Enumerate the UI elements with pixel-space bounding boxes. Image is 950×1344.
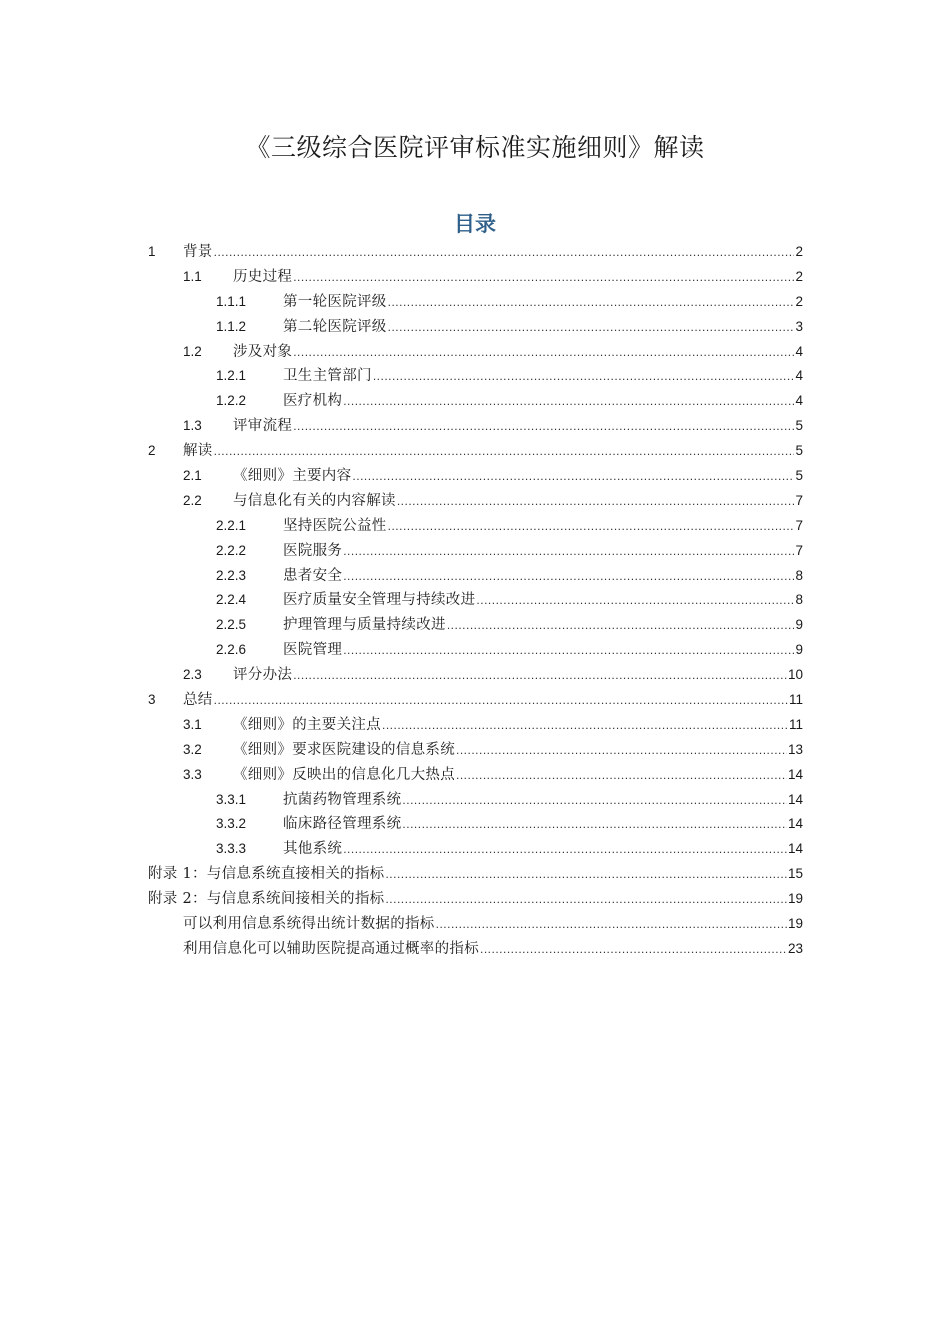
toc-entry-number: 2.2.5 [216,617,247,633]
toc-entry[interactable] [148,564,803,589]
toc-entry-label: 医疗机构 [283,393,343,410]
toc-entry-number: 3.3 [183,766,202,782]
toc-entry-number: 3.3.1 [216,791,247,807]
document-title: 《三级综合医院评审标准实施细则》解读 [245,133,705,162]
toc-dot-leader [352,464,794,489]
toc-entry-page-number: 4 [795,368,803,384]
toc-entry-page-number: 15 [787,866,803,882]
toc-entry-number: 1.3 [183,418,202,434]
toc-entry-number: 2.2 [183,492,202,508]
toc-entry-label: 临床路径管理系统 [283,816,402,833]
toc-entry[interactable] [148,613,803,638]
toc-entry[interactable] [148,489,803,514]
toc-entry-page-number: 7 [795,492,803,508]
toc-dot-leader [293,663,787,688]
toc-entry-number: 3.3.2 [216,816,247,832]
toc-entry[interactable] [148,788,803,813]
toc-entry-number: 2 [148,443,156,459]
toc-entry-number: 3.3.3 [216,841,247,857]
toc-entry[interactable] [148,812,803,837]
toc-entry[interactable] [148,340,803,365]
toc-entry-label: 《细则》主要内容 [233,468,352,485]
toc-entry-label: 《细则》反映出的信息化几大热点 [233,766,455,783]
toc-entry-page-number: 14 [787,766,803,782]
toc-entry-page-number: 11 [788,716,803,732]
toc-dot-leader [397,489,795,514]
toc-dot-leader [293,265,794,290]
toc-dot-leader [388,290,795,315]
toc-entry[interactable] [148,389,803,414]
toc-dot-leader [385,887,787,912]
toc-entry-number: 1.2 [183,343,202,359]
toc-entry-label: 第二轮医院评级 [283,318,387,335]
toc-entry-number: 2.2.4 [216,592,247,608]
toc-entry-label: 评分办法 [233,667,293,684]
toc-entry-number: 3 [148,692,156,708]
toc-entry-number: 2.2.3 [216,567,247,583]
toc-entry-page-number: 2 [795,293,803,309]
toc-entry-page-number: 2 [795,244,803,259]
toc-entry[interactable] [148,738,803,763]
toc-entry[interactable] [148,315,803,340]
toc-entry-page-number: 2 [795,268,803,284]
toc-entry-number: 2.1 [183,468,202,484]
toc-entry[interactable] [148,713,803,738]
toc-entry-page-number: 5 [795,468,803,484]
toc-entry[interactable] [148,464,803,489]
toc-entry[interactable] [148,937,803,962]
toc-dot-leader [382,713,788,738]
toc-dot-leader [402,812,787,837]
toc-entry-label: 坚持医院公益性 [283,517,387,534]
toc-entry-page-number: 13 [787,741,803,757]
toc-entry[interactable] [148,364,803,389]
toc-dot-leader [214,688,788,713]
toc-entry-page-number: 14 [787,841,803,857]
toc-entry-number: 1.2.2 [216,393,247,409]
toc-entry[interactable] [148,688,803,713]
toc-dot-leader [456,738,787,763]
toc-entry-page-number: 11 [788,692,803,708]
toc-dot-leader [214,240,795,265]
toc-entry-number: 2.2.2 [216,542,247,558]
toc-entry[interactable] [148,240,803,265]
toc-entry-label: 可以利用信息系统得出统计数据的指标 [183,916,435,933]
toc-dot-leader [293,414,794,439]
toc-entry-page-number: 5 [795,418,803,434]
toc-dot-leader [343,539,794,564]
toc-entry-page-number: 7 [795,542,803,558]
toc-entry-page-number: 8 [795,567,803,583]
toc-entry-label: 涉及对象 [233,343,293,360]
toc-dot-leader [343,638,794,663]
toc-entry-number: 3.1 [183,716,202,732]
toc-entry-label: 附录 2：与信息系统间接相关的指标 [148,891,385,908]
toc-entry-label: 利用信息化可以辅助医院提高通过概率的指标 [183,940,479,957]
toc-heading: 目录 [454,211,496,236]
toc-entry-page-number: 9 [795,617,803,633]
toc-dot-leader [293,340,794,365]
toc-dot-leader [476,588,794,613]
toc-entry-label: 解读 [183,443,213,460]
toc-entry[interactable] [148,414,803,439]
toc-dot-leader [343,837,787,862]
toc-entry-page-number: 19 [787,916,803,932]
toc-entry-page-number: 4 [795,393,803,409]
toc-entry-label: 总结 [183,692,213,709]
toc-dot-leader [436,912,787,937]
toc-entry-page-number: 19 [787,891,803,907]
toc-dot-leader [343,389,794,414]
toc-entry-label: 护理管理与质量持续改进 [283,617,446,634]
toc-entry-number: 3.2 [183,741,202,757]
toc-entry[interactable] [148,290,803,315]
toc-entry-label: 评审流程 [233,418,293,435]
toc-entry-page-number: 3 [795,318,803,334]
toc-dot-leader [402,788,787,813]
toc-entry[interactable] [148,514,803,539]
toc-entry-label: 医院管理 [283,642,343,659]
toc-entry-page-number: 9 [795,642,803,658]
toc-entry[interactable] [148,265,803,290]
toc-entry-number: 1.1.1 [216,293,247,309]
toc-entry-label: 历史过程 [233,268,293,285]
toc-entry-label: 第一轮医院评级 [283,293,387,310]
toc-entry-number: 2.3 [183,667,202,683]
toc-entry-number: 1 [148,244,156,259]
toc-entry[interactable] [148,539,803,564]
toc-entry[interactable] [148,912,803,937]
toc-entry-label: 医疗质量安全管理与持续改进 [283,592,476,609]
toc-entry[interactable] [148,862,803,887]
toc-entry[interactable] [148,439,803,464]
toc-entry-label: 与信息化有关的内容解读 [233,492,396,509]
toc-entry[interactable] [148,837,803,862]
toc-entry-label: 背景 [183,244,213,260]
toc-dot-leader [343,564,794,589]
toc-entry-label: 《细则》的主要关注点 [233,716,381,733]
toc-entry-number: 1.1 [183,268,202,284]
toc-entry[interactable] [148,663,803,688]
toc-entry[interactable] [148,588,803,613]
toc-dot-leader [214,439,795,464]
toc-entry-page-number: 23 [787,940,803,956]
toc-dot-leader [388,315,795,340]
toc-entry[interactable] [148,638,803,663]
toc-dot-leader [447,613,795,638]
toc-dot-leader [385,862,787,887]
toc-entry-label: 卫生主管部门 [283,368,372,385]
toc-entry-label: 抗菌药物管理系统 [283,791,402,808]
toc-entry[interactable] [148,887,803,912]
table-of-contents [148,240,803,962]
toc-entry[interactable] [148,763,803,788]
toc-entry-number: 1.2.1 [216,368,247,384]
toc-dot-leader [480,937,787,962]
toc-entry-label: 医院服务 [283,542,343,559]
toc-entry-page-number: 4 [795,343,803,359]
toc-entry-page-number: 14 [787,816,803,832]
toc-entry-label: 患者安全 [283,567,343,584]
toc-entry-number: 1.1.2 [216,318,247,334]
toc-entry-page-number: 14 [787,791,803,807]
toc-dot-leader [388,514,795,539]
toc-dot-leader [373,364,795,389]
toc-entry-page-number: 8 [795,592,803,608]
toc-entry-page-number: 10 [787,667,803,683]
toc-entry-label: 《细则》要求医院建设的信息系统 [233,741,455,758]
toc-entry-number: 2.2.1 [216,517,247,533]
toc-entry-label: 附录 1：与信息系统直接相关的指标 [148,866,385,883]
toc-entry-label: 其他系统 [283,841,343,858]
toc-entry-page-number: 5 [795,443,803,459]
toc-entry-page-number: 7 [795,517,803,533]
toc-dot-leader [456,763,787,788]
toc-entry-number: 2.2.6 [216,642,247,658]
